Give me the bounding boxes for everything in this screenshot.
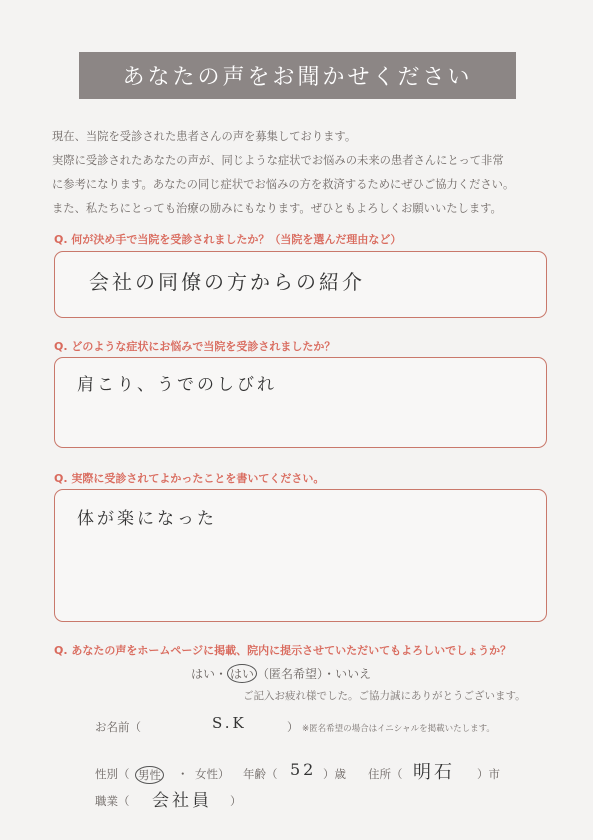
answer-3-text: 体が楽になった bbox=[77, 509, 217, 529]
name-note: ※匿名希望の場合はイニシャルを掲載いたします。 bbox=[302, 724, 495, 734]
question-4-label: Q. あなたの声をホームページに掲載、院内に提示させていただいてもよろしいでしょうか？ bbox=[54, 644, 512, 657]
answer-box-1[interactable] bbox=[54, 251, 547, 318]
consent-yes-anonymous-selected[interactable]: はい bbox=[227, 664, 257, 683]
job-label: 職業（ bbox=[95, 794, 130, 808]
intro-line: に参考になります。あなたの同じ症状でお悩みの方を救済するためにぜひご協力ください。 bbox=[52, 178, 515, 191]
answer-2-text: 肩こり、うでのしびれ bbox=[77, 375, 277, 395]
sex-male-selected[interactable]: 男性 bbox=[135, 766, 164, 784]
intro-line: 現在、当院を受診された患者さんの声を募集しております。 bbox=[52, 130, 357, 143]
city-suffix: ）市 bbox=[477, 767, 500, 781]
intro-line: また、私たちにとっても治療の励みにもなります。ぜひともよろしくお願いいたします。 bbox=[52, 202, 502, 215]
intro-text bbox=[52, 125, 552, 221]
age-value[interactable]: 52 bbox=[290, 760, 317, 779]
name-value[interactable]: S.K bbox=[212, 714, 247, 732]
intro-line: 実際に受診されたあなたの声が、同じような症状でお悩みの未来の患者さんにとって非常 bbox=[52, 154, 504, 167]
name-label: お名前（ bbox=[95, 720, 141, 734]
answer-box-3[interactable] bbox=[54, 489, 547, 622]
answer-1-text: 会社の同僚の方からの紹介 bbox=[89, 270, 365, 294]
age-label: 年齢（ bbox=[243, 767, 278, 781]
page-title: あなたの声をお聞かせください bbox=[79, 52, 516, 99]
question-2-label: Q. どのような症状にお悩みで当院を受診されましたか？ bbox=[54, 340, 336, 353]
job-close: ） bbox=[230, 794, 242, 808]
consent-options: はい・ はい （匿名希望）・いいえ bbox=[191, 664, 371, 683]
city-value[interactable]: 明石 bbox=[413, 762, 455, 783]
age-suffix: ）歳 bbox=[323, 767, 346, 781]
consent-yes[interactable]: はい bbox=[191, 667, 216, 681]
question-1-label: Q. 何が決め手で当院を受診されましたか？（当院を選んだ理由など） bbox=[54, 233, 402, 246]
job-value[interactable]: 会社員 bbox=[152, 791, 212, 811]
thanks-message: ご記入お疲れ様でした。ご協力誠にありがとうございます。 bbox=[243, 690, 526, 702]
city-label: 住所（ bbox=[368, 767, 403, 781]
sex-separator: ・ bbox=[177, 767, 189, 781]
answer-box-2[interactable] bbox=[54, 357, 547, 448]
sex-label: 性別（ bbox=[95, 767, 130, 781]
sex-female[interactable]: 女性） bbox=[195, 767, 230, 781]
question-3-label: Q. 実際に受診されてよかったことを書いてください。 bbox=[54, 472, 325, 485]
consent-no[interactable]: いいえ bbox=[335, 667, 372, 681]
name-close: ） bbox=[287, 720, 299, 734]
